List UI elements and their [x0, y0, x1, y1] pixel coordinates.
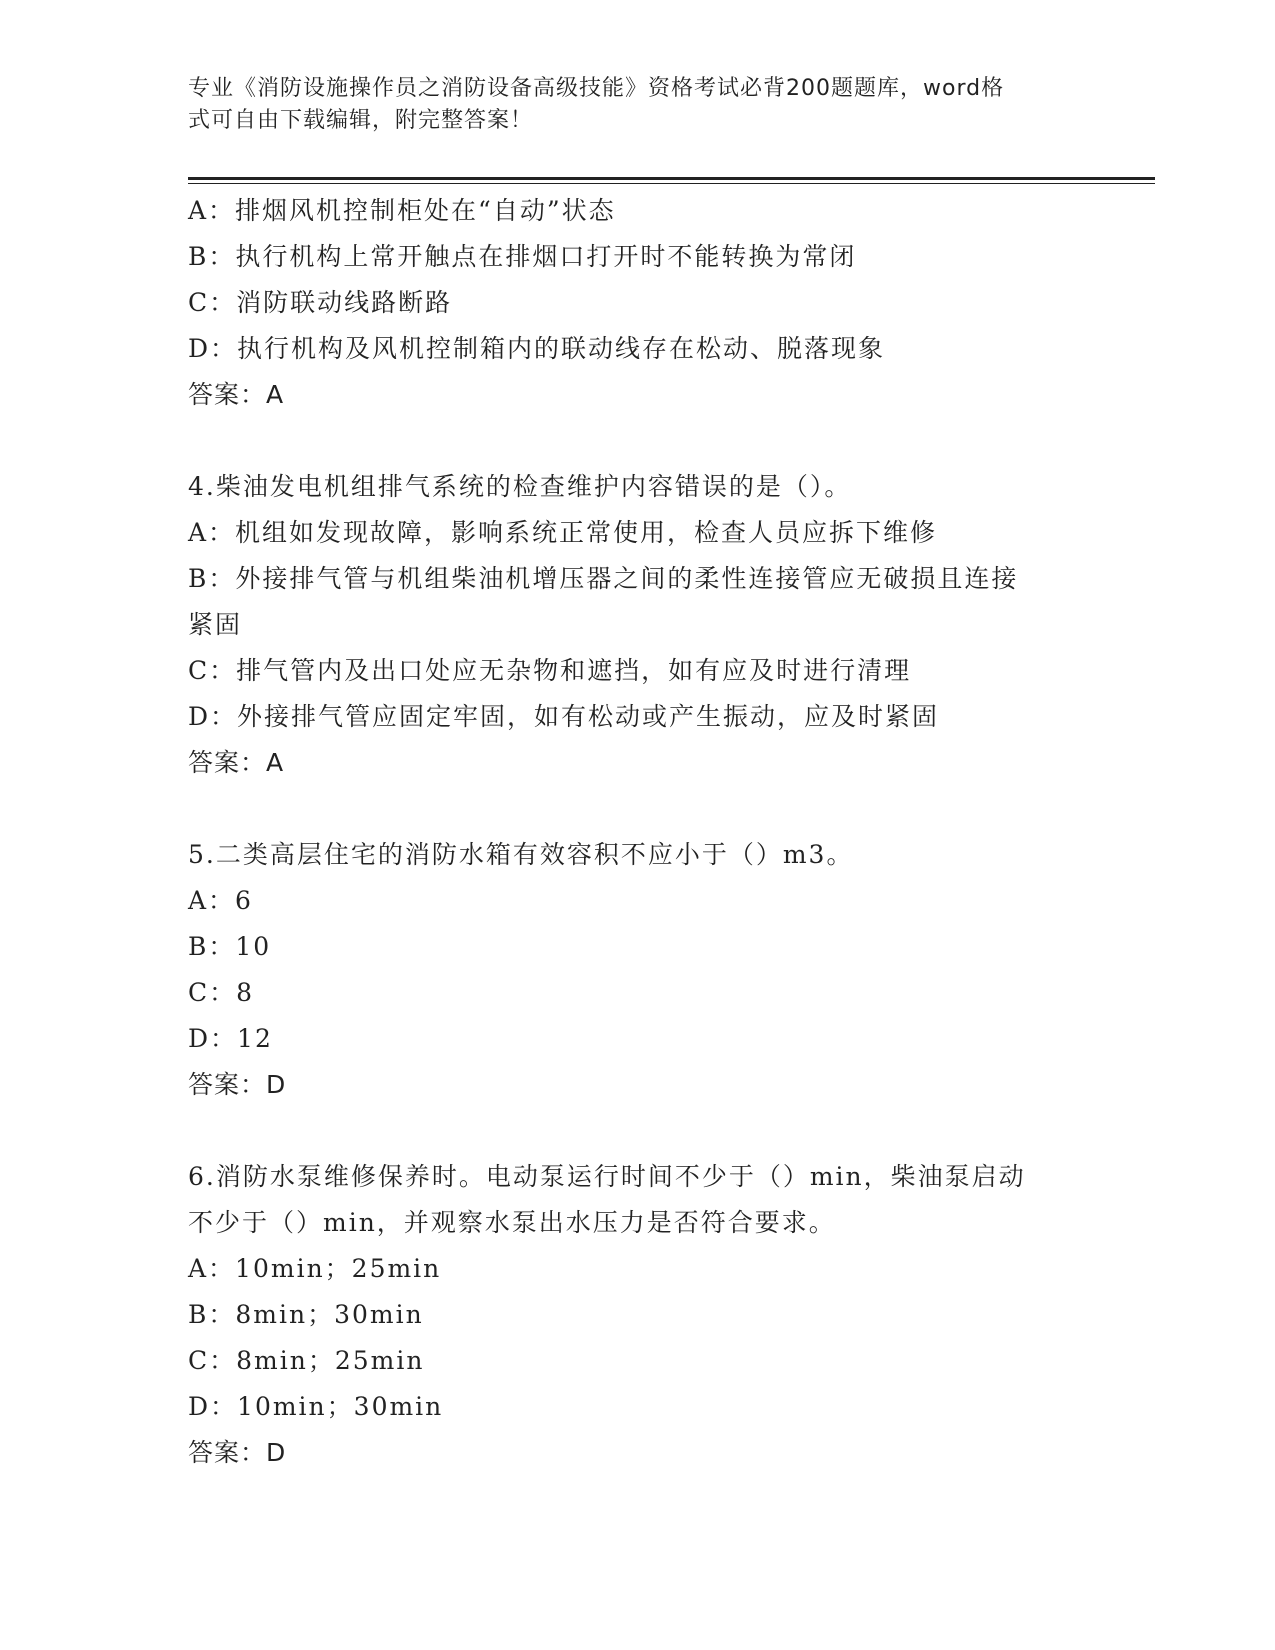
q6-option-a: A：10min；25min — [188, 1254, 442, 1283]
q5-option-c: C：8 — [188, 978, 255, 1007]
q4-option-c: C：排气管内及出口处应无杂物和遮挡，如有应及时进行清理 — [188, 656, 912, 685]
q6-answer: 答案：D — [188, 1438, 287, 1467]
question-5-block — [188, 832, 1088, 1108]
q5-option-d: D：12 — [188, 1024, 273, 1053]
q4-option-a: A：机组如发现故障，影响系统正常使用，检查人员应拆下维修 — [188, 518, 938, 547]
spacer — [188, 1108, 1088, 1154]
q6-option-d: D：10min；30min — [188, 1392, 444, 1421]
q3-option-c: C：消防联动线路断路 — [188, 288, 453, 317]
question-6-block — [188, 1154, 1088, 1476]
q4-answer: 答案：A — [188, 748, 285, 777]
question-list — [188, 188, 1088, 1476]
q5-answer: 答案：D — [188, 1070, 287, 1099]
document-header — [188, 73, 1088, 137]
spacer — [188, 418, 1088, 464]
q6-question-line-1: 6.消防水泵维修保养时。电动泵运行时间不少于（）min，柴油泵启动 — [188, 1162, 1026, 1191]
q4-question: 4.柴油发电机组排气系统的检查维护内容错误的是（）。 — [188, 472, 852, 501]
q5-option-a: A：6 — [188, 886, 253, 915]
q4-option-b-line-2: 紧固 — [188, 610, 243, 639]
q3-answer: 答案：A — [188, 380, 285, 409]
q5-question: 5.二类高层住宅的消防水箱有效容积不应小于（）m3。 — [188, 840, 854, 869]
header-line-1: 专业《消防设施操作员之消防设备高级技能》资格考试必背200题题库，word格 — [188, 76, 1005, 101]
q5-option-b: B：10 — [188, 932, 272, 961]
spacer — [188, 786, 1088, 832]
header-divider-thin — [188, 183, 1155, 184]
q3-option-b: B：执行机构上常开触点在排烟口打开时不能转换为常闭 — [188, 242, 857, 271]
q6-option-c: C：8min；25min — [188, 1346, 425, 1375]
q4-option-d: D：外接排气管应固定牢固，如有松动或产生振动，应及时紧固 — [188, 702, 940, 731]
question-3-block — [188, 188, 1088, 418]
q6-option-b: B：8min；30min — [188, 1300, 424, 1329]
q6-question-line-2: 不少于（）min，并观察水泵出水压力是否符合要求。 — [188, 1208, 836, 1237]
header-divider-thick — [188, 177, 1155, 180]
q3-option-a: A：排烟风机控制柜处在“自动”状态 — [188, 196, 616, 225]
header-line-2: 式可自由下载编辑，附完整答案！ — [188, 108, 534, 133]
q4-option-b-line-1: B：外接排气管与机组柴油机增压器之间的柔性连接管应无破损且连接 — [188, 564, 1019, 593]
q3-option-d: D：执行机构及风机控制箱内的联动线存在松动、脱落现象 — [188, 334, 886, 363]
question-4-block — [188, 464, 1088, 786]
